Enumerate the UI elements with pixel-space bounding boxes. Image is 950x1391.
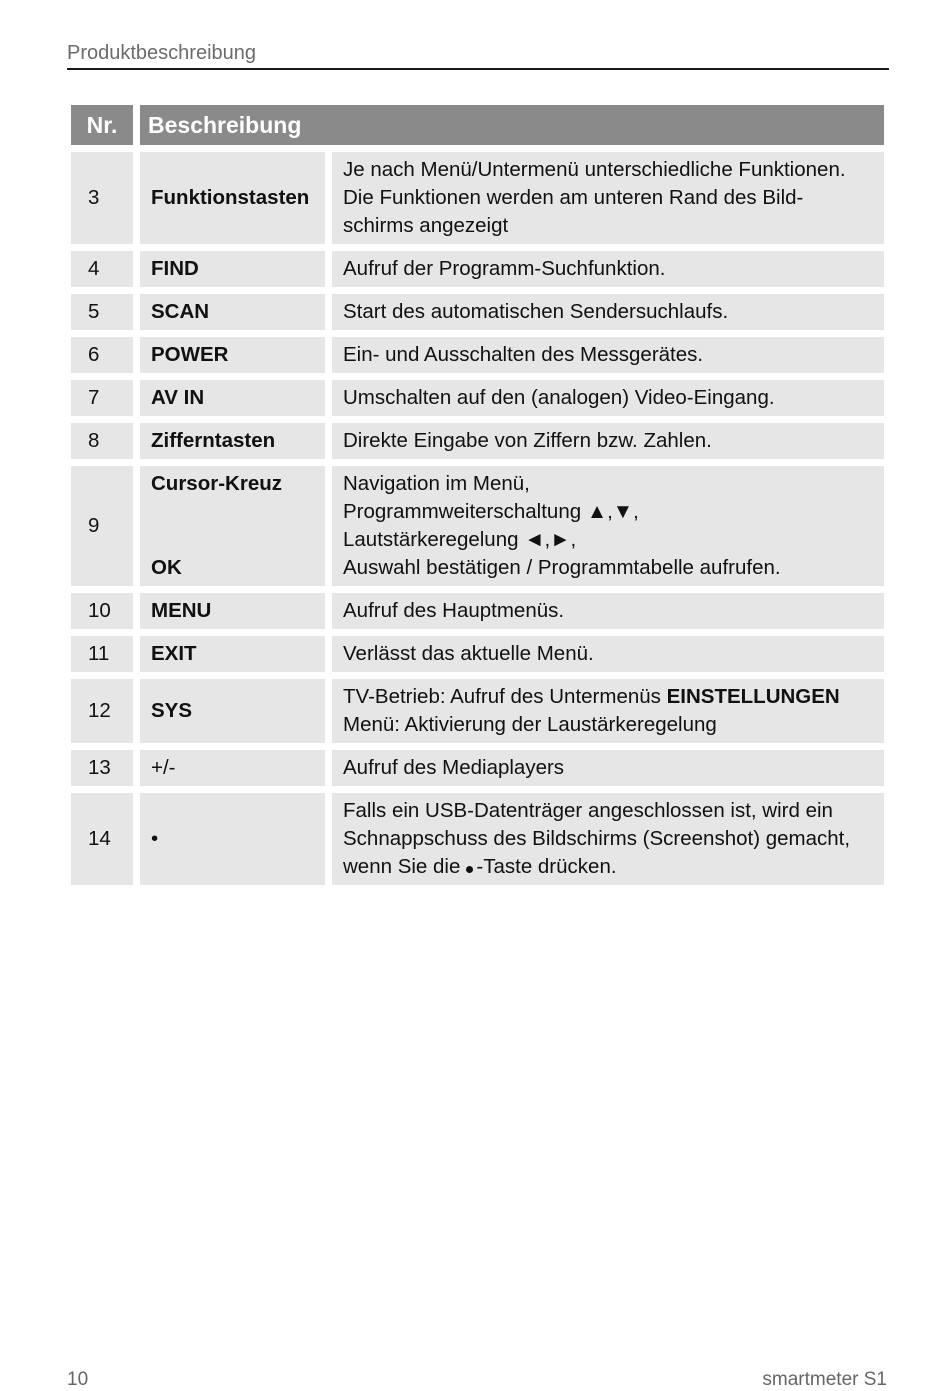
key-description — [332, 152, 884, 244]
key-name: SCAN — [140, 294, 325, 330]
row-number: 9 — [71, 466, 133, 586]
row-number: 14 — [71, 793, 133, 885]
row-number: 6 — [71, 337, 133, 373]
section-header: Produktbeschreibung — [67, 42, 889, 70]
key-description: Aufruf des Hauptmenüs. — [332, 593, 884, 629]
table-row — [71, 750, 884, 786]
key-name: SYS — [140, 679, 325, 743]
key-description: Aufruf der Programm-Suchfunktion. — [332, 251, 884, 287]
row-number: 12 — [71, 679, 133, 743]
description-line: Die Funktionen werden am unteren Rand des Bild- — [343, 186, 804, 209]
description-line: Menü: Aktivierung der Laustärkeregelung — [343, 713, 717, 736]
key-description: Verlässt das aktuelle Menü. — [332, 636, 884, 672]
description-text: -Taste drücken. — [476, 855, 617, 878]
key-description: Umschalten auf den (analogen) Video-Eingang. — [332, 380, 884, 416]
record-dot-icon — [466, 866, 473, 873]
row-number: 7 — [71, 380, 133, 416]
key-description — [332, 466, 884, 586]
key-name: MENU — [140, 593, 325, 629]
row-number: 8 — [71, 423, 133, 459]
key-description: Aufruf des Mediaplayers — [332, 750, 884, 786]
key-description — [332, 793, 884, 885]
row-number: 13 — [71, 750, 133, 786]
description-line: Je nach Menü/Untermenü unterschiedliche Funktionen. — [343, 158, 846, 181]
product-name: smartmeter S1 — [762, 1369, 887, 1390]
table-row — [71, 423, 884, 459]
key-description — [332, 679, 884, 743]
description-text: wenn Sie die — [343, 855, 461, 878]
description-text: TV-Betrieb: Aufruf des Untermenüs — [343, 685, 667, 708]
description-line: Lautstärkeregelung ◄,►, — [343, 528, 577, 551]
table-row — [71, 294, 884, 330]
key-name-ok: OK — [151, 556, 182, 579]
description-line: Schnappschuss des Bildschirms (Screenshot) gemacht, — [343, 827, 851, 850]
table-row — [71, 251, 884, 287]
description-line: Falls ein USB-Datenträger angeschlossen ist, wird ein — [343, 799, 833, 822]
table-row — [71, 593, 884, 629]
key-name: Funktionstasten — [140, 152, 325, 244]
key-description: Start des automatischen Sendersuchlaufs. — [332, 294, 884, 330]
table-row — [71, 793, 884, 885]
key-name: +/- — [140, 750, 325, 786]
key-description-table — [71, 105, 884, 892]
description-line: Programmweiterschaltung ▲,▼, — [343, 500, 639, 523]
key-name: AV IN — [140, 380, 325, 416]
row-number: 11 — [71, 636, 133, 672]
row-number: 4 — [71, 251, 133, 287]
table-row — [71, 152, 884, 244]
key-name-cursor: Cursor-Kreuz — [151, 472, 282, 495]
description-line — [343, 853, 878, 881]
row-number: 3 — [71, 152, 133, 244]
column-header-description: Beschreibung — [140, 105, 884, 145]
key-description: Ein- und Ausschalten des Messgerätes. — [332, 337, 884, 373]
description-line — [343, 683, 878, 711]
key-name: EXIT — [140, 636, 325, 672]
column-header-nr: Nr. — [71, 105, 133, 145]
key-name: POWER — [140, 337, 325, 373]
table-row — [71, 636, 884, 672]
description-emphasis: EINSTELLUNGEN — [666, 685, 840, 708]
row-number: 5 — [71, 294, 133, 330]
row-number: 10 — [71, 593, 133, 629]
table-row — [71, 337, 884, 373]
description-line: schirms angezeigt — [343, 214, 509, 237]
key-name — [140, 466, 325, 586]
table-row — [71, 380, 884, 416]
key-name: FIND — [140, 251, 325, 287]
description-line: Auswahl bestätigen / Programmtabelle aufrufen. — [343, 556, 781, 579]
key-description: Direkte Eingabe von Ziffern bzw. Zahlen. — [332, 423, 884, 459]
table-header — [71, 105, 884, 145]
key-name: Zifferntasten — [140, 423, 325, 459]
key-name: • — [140, 793, 325, 885]
table-row — [71, 679, 884, 743]
table-row — [71, 466, 884, 586]
description-line: Navigation im Menü, — [343, 472, 530, 495]
page-number: 10 — [67, 1369, 89, 1390]
